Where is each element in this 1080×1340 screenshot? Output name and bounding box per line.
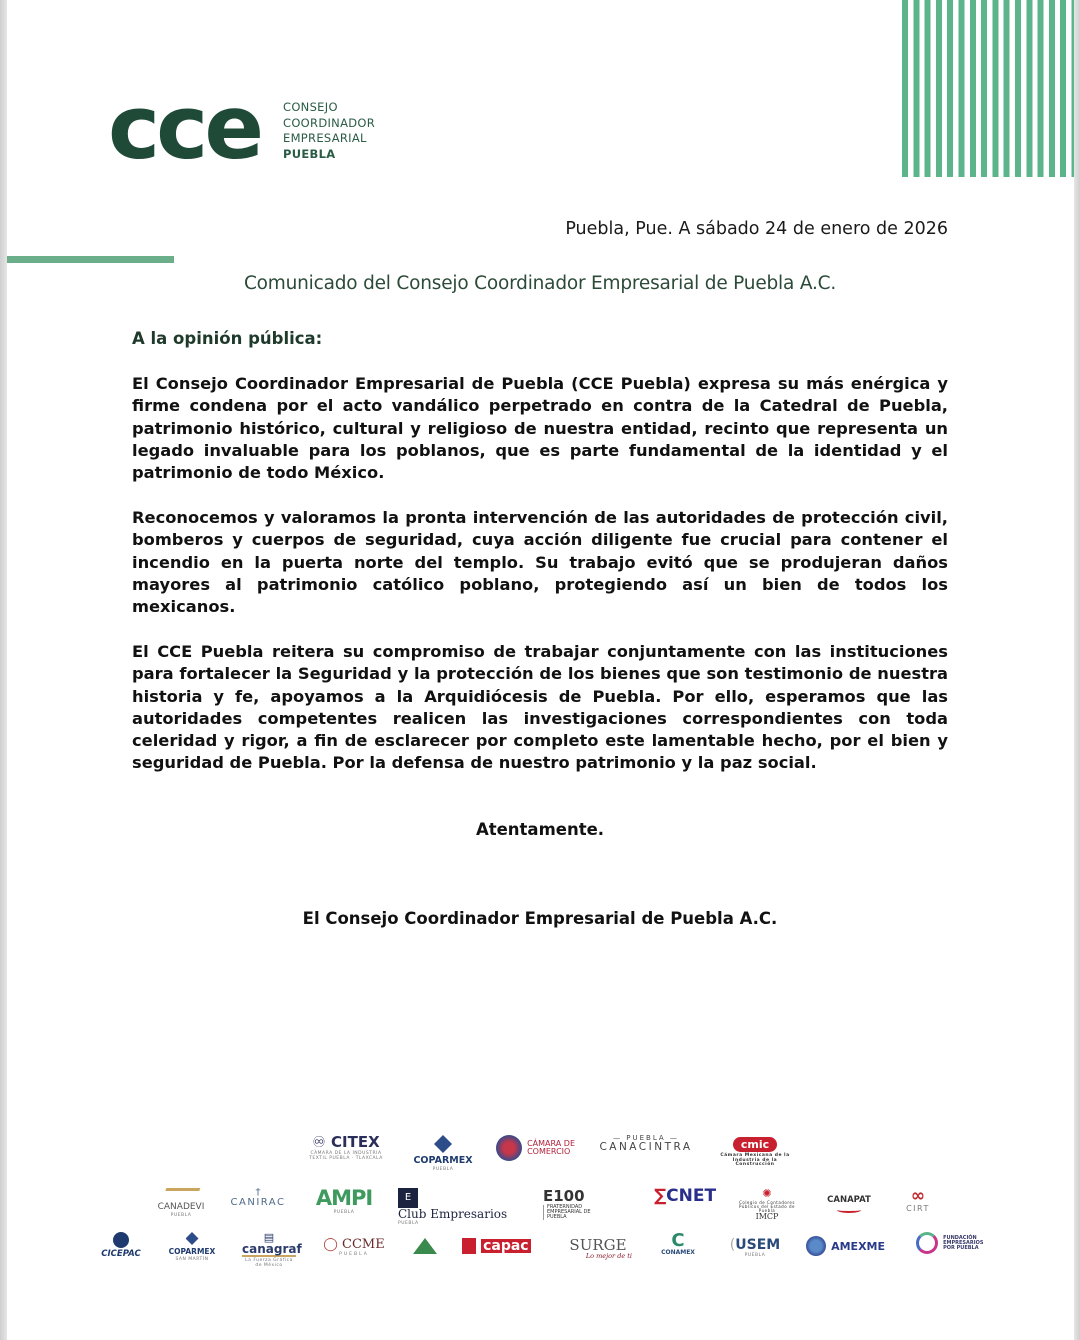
logo-label: IMCP: [755, 1212, 779, 1221]
logo-label: AMPI: [315, 1186, 373, 1210]
paragraph-2: Reconocemos y valoramos la pronta intervención de las autoridades de protección civil, bomberos y cuerpos de seguridad, cuya acción diligente fue crucial para contener el incendio en la puerta norte del templo. Su trabajo evitó que se produjeran daños mayores al patrimonio católico poblano, protegiendo así un bien de todos los mexicanos.: [132, 508, 948, 617]
logo-surge: [564, 1232, 632, 1260]
logo-line: PUEBLA: [283, 146, 336, 161]
logo-canacintra: — PUEBLA — CANACINTRA: [594, 1135, 698, 1153]
logo-label: CIRT: [906, 1204, 930, 1213]
imcp-icon: ✺: [762, 1187, 772, 1200]
logo-sub: PUEBLA: [398, 1221, 419, 1226]
logo-amda: [408, 1232, 442, 1254]
logo-label: canagraf: [242, 1242, 302, 1256]
logo-club-empresarios: [398, 1188, 524, 1227]
logo-conamex: [652, 1232, 704, 1256]
logo-label: COPARMEX: [168, 1247, 216, 1256]
logo-label: CITEX: [331, 1133, 380, 1151]
logo-canadevi: [152, 1188, 210, 1219]
document-date: Puebla, Pue. A sábado 24 de enero de 2026: [565, 219, 948, 239]
page-edge-right: [1074, 0, 1080, 1340]
logo-cicepac: [98, 1232, 144, 1259]
logo-coparmex: [410, 1135, 476, 1172]
logo-e100: [543, 1188, 633, 1220]
logo-label: capac: [483, 1238, 529, 1254]
logo-sub: SAN MARTÍN: [175, 1256, 209, 1262]
logo-label: CANIRAC: [230, 1197, 286, 1208]
logo-sub: La Fuerza Gráfica de México: [245, 1258, 293, 1268]
logo-usem: (USEM PUEBLA: [726, 1232, 784, 1259]
decorative-stripes: [902, 0, 1074, 177]
logo-sub: FRATERNIDAD EMPRESARIAL DE PUEBLA: [543, 1205, 591, 1220]
cicepac-icon: [113, 1232, 129, 1248]
logo-camara-comercio: [496, 1135, 578, 1161]
logo-label: CICEPAC: [101, 1249, 141, 1259]
logo-line: CONSEJO: [283, 100, 338, 114]
logo-sub: PUEBLA: [432, 1166, 454, 1172]
canapat-swoosh-icon: [837, 1207, 861, 1213]
cirt-icon: ∞: [910, 1186, 926, 1206]
decorative-green-bar: [7, 256, 174, 263]
conamex-icon: C: [671, 1230, 685, 1251]
logo-ampi: [306, 1188, 382, 1216]
logo-canapat: [822, 1188, 876, 1213]
document-title: Comunicado del Consejo Coordinador Empresarial de Puebla A.C.: [243, 273, 837, 294]
logo-cnet: ∑CNET: [653, 1186, 717, 1206]
logo-label: CONAMEX: [661, 1249, 695, 1256]
canagraf-icon: ▤: [263, 1231, 275, 1244]
closing: Atentamente.: [475, 820, 605, 839]
logo-label: Club Empresarios: [398, 1207, 508, 1221]
logo-amexme: [806, 1232, 902, 1256]
logo-sub: Colegio de Contadores Públicos del Estado de Puebla: [739, 1200, 795, 1213]
logo-label: USEM: [735, 1237, 781, 1253]
logo-label: AMEXME: [831, 1239, 886, 1253]
logo-sub: CÁMARA DE LA INDUSTRIA TEXTIL PUEBLA · TLAXCALA: [309, 1151, 383, 1161]
logo-sub: Cámara Mexicana de la Industria de la Construcción: [720, 1153, 790, 1167]
logo-line: COORDINADOR: [283, 115, 376, 130]
logo-label: COPARMEX: [413, 1155, 473, 1166]
amexme-icon: [806, 1236, 826, 1256]
logo-line: EMPRESARIAL: [283, 131, 367, 145]
fundacion-icon: [916, 1232, 938, 1254]
logo-imcp: [732, 1188, 802, 1221]
club-empresarios-icon: E: [398, 1188, 418, 1208]
canirac-icon: †: [255, 1187, 261, 1198]
signature: El Consejo Coordinador Empresarial de Puebla A.C.: [302, 909, 778, 928]
logo-sub: Lo mejor de ti: [585, 1252, 632, 1260]
logo-fundacion-empresarios: [916, 1232, 988, 1254]
logo-citex: ♾ CITEX CÁMARA DE LA INDUSTRIA TEXTIL PUEBLA · TLAXCALA: [309, 1133, 383, 1161]
cce-logo-text: [283, 100, 423, 162]
logo-label: CÁMARA DE COMERCIO: [527, 1139, 575, 1156]
page-edge-left: [0, 0, 7, 1340]
logo-label: CCME: [342, 1237, 385, 1252]
capac-icon: [462, 1238, 476, 1254]
logo-label: CANACINTRA: [599, 1141, 693, 1153]
logo-label: CANADEVI: [157, 1202, 205, 1212]
logo-label: CANAPAT: [827, 1195, 871, 1205]
logo-sub: PUEBLA: [333, 1210, 355, 1215]
amda-triangle-icon: [413, 1238, 437, 1254]
logo-capac: [462, 1232, 544, 1254]
logo-coparmex-sm: [164, 1232, 220, 1262]
logo-label: SURGE: [569, 1236, 627, 1254]
greeting: A la opinión pública:: [132, 329, 323, 348]
coparmex-icon: [186, 1232, 199, 1245]
paragraph-1: El Consejo Coordinador Empresarial de Puebla (CCE Puebla) expresa su más enérgica y firme condena por el acto vandálico perpetrado en contra de la Catedral de Puebla, patrimonio histórico, cultural y religioso de nuestra entidad, recinto que representa un legado invaluable para los poblanos, que es parte fundamental de la identidad y el patrimonio de todo México.: [132, 374, 948, 483]
logo-sub: PUEBLA: [339, 1252, 369, 1257]
roof-icon: [162, 1188, 201, 1201]
logo-ccme: ◯ CCME PUEBLA: [320, 1232, 388, 1258]
logo-label: E100: [543, 1187, 585, 1205]
logo-cmic: [718, 1135, 792, 1168]
logo-label: FUNDACIÓN EMPRESARIOS POR PUEBLA: [943, 1234, 984, 1251]
coparmex-icon: [434, 1135, 452, 1153]
logo-sub: PUEBLA: [170, 1213, 192, 1218]
cce-logo-mark: cce: [108, 76, 261, 179]
paragraph-3: El CCE Puebla reitera su compromiso de trabajar conjuntamente con las instituciones para fortalecer la Seguridad y la protección de los bienes que son testimonio de nuestra historia y fe, apoyamos a la Arquidiócesis de Puebla. Por ello, esperamos que las autoridades competentes realicen las investigaciones correspondientes con toda celeridad y rigor, a fin de esclarecer por completo este lamentable hecho, por el bien y seguridad de Puebla. Por la defensa de nuestro patrimonio y la paz social.: [132, 642, 948, 773]
logo-label: CNET: [666, 1186, 717, 1206]
logo-canirac: [226, 1188, 290, 1208]
logo-canagraf: [242, 1231, 302, 1268]
logo-label: cmic: [733, 1137, 777, 1152]
logo-sub: PUEBLA: [744, 1253, 766, 1258]
camara-comercio-icon: [496, 1135, 522, 1161]
logo-cirt: [890, 1188, 946, 1213]
